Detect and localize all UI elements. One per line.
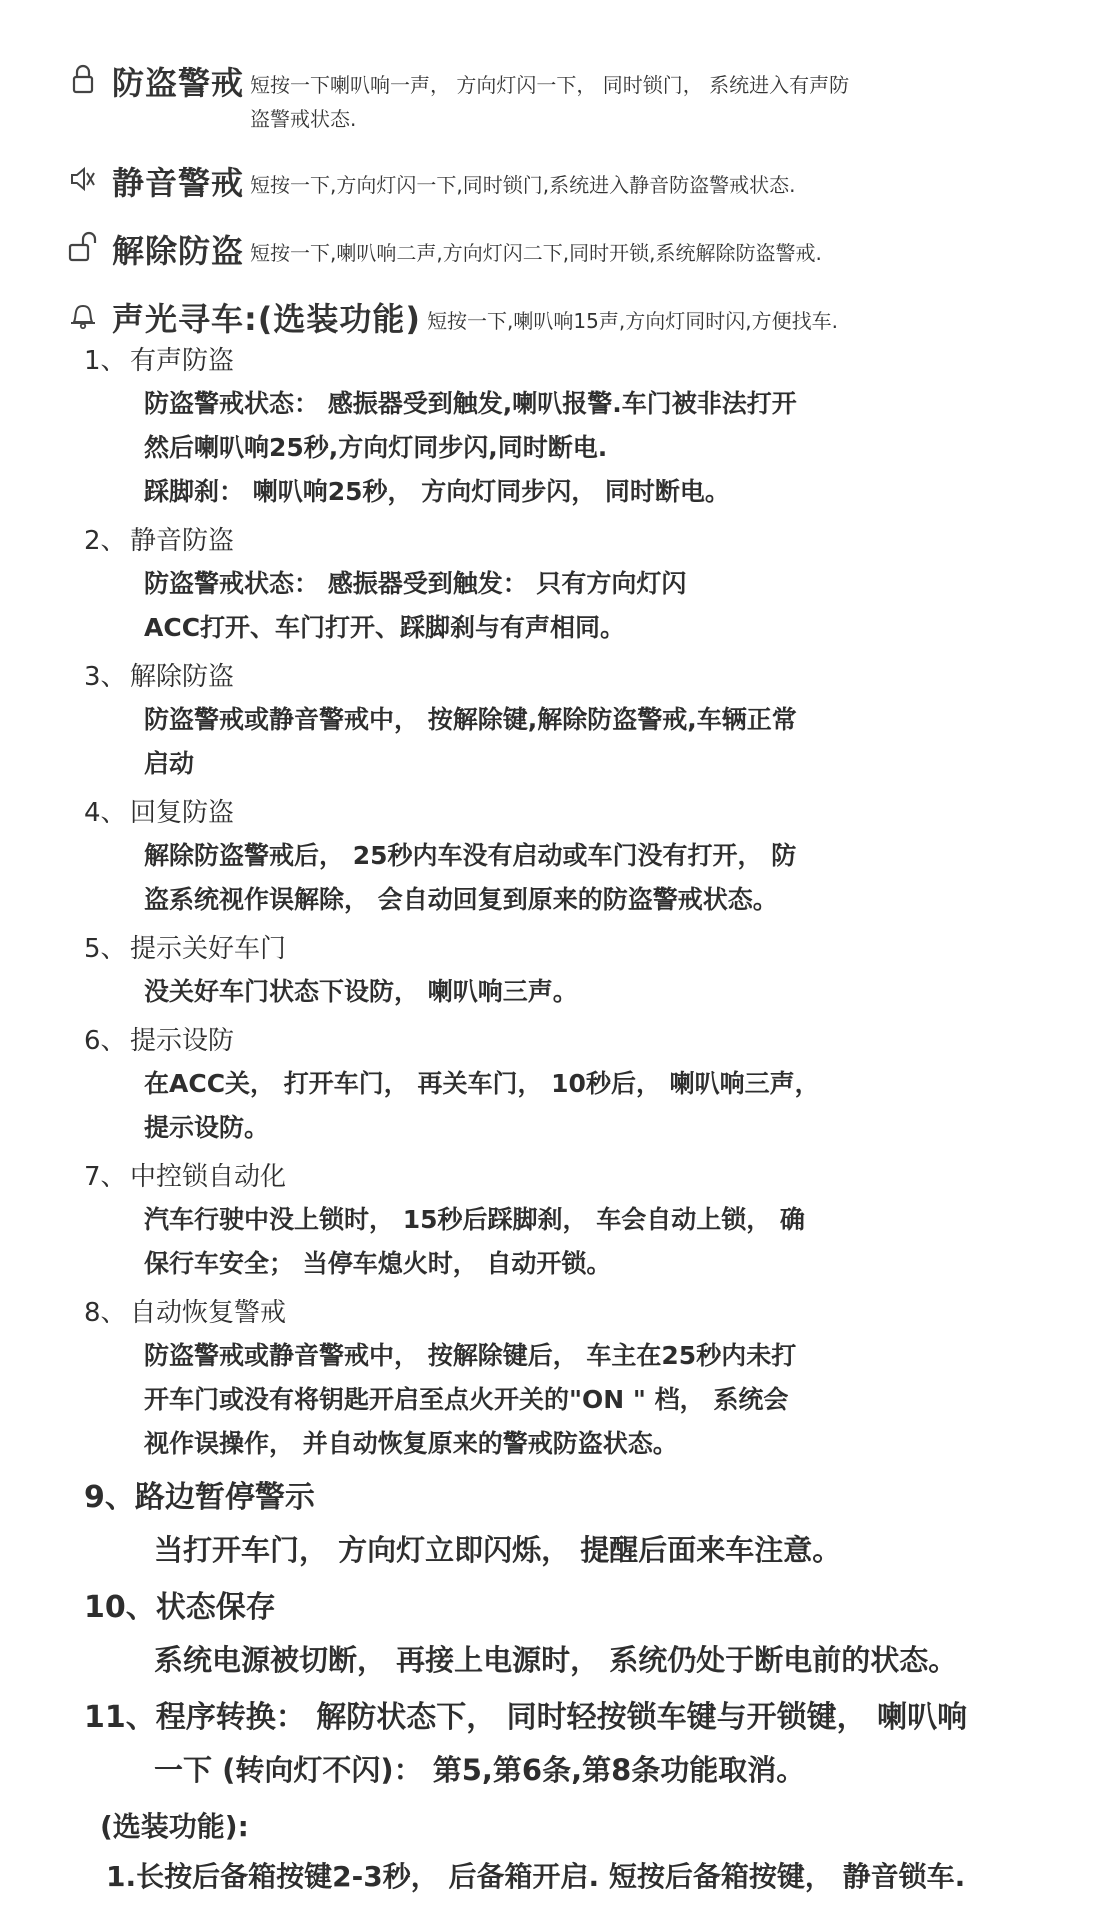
feature-line: 防盗警戒或静音警戒中， 按解除键,解除防盗警戒,车辆正常 — [144, 705, 797, 734]
feature-line: 在ACC关， 打开车门， 再关车门， 10秒后， 喇叭响三声， — [144, 1069, 820, 1098]
key-row-disarm — [66, 226, 1066, 272]
key-title: 声光寻车:(选装功能) — [112, 300, 422, 338]
feature-title: 路边暂停警示 — [134, 1480, 315, 1515]
feature-title: 状态保存 — [155, 1590, 276, 1625]
feature-number: 6、 — [84, 1026, 127, 1056]
feature-title: 回复防盗 — [130, 798, 235, 828]
key-title: 静音警戒 — [112, 164, 245, 202]
feature-line: 当打开车门， 方向灯立即闪烁， 提醒后面来车注意。 — [154, 1533, 842, 1567]
feature-line: 防盗警戒状态： 感振器受到触发,喇叭报警.车门被非法打开 — [144, 389, 797, 418]
feature-item — [84, 1472, 1064, 1576]
feature-line: 系统电源被切断， 再接上电源时， 系统仍处于断电前的状态。 — [154, 1643, 958, 1677]
feature-title: 有声防盗 — [130, 346, 235, 376]
feature-line: 汽车行驶中没上锁时， 15秒后踩脚刹， 车会自动上锁， 确 — [144, 1205, 805, 1234]
remote-key-section — [66, 58, 1066, 362]
feature-item — [84, 1582, 1064, 1686]
key-row-silent — [66, 158, 1066, 204]
key-desc: 短按一下喇叭响一声， 方向灯闪一下， 同时锁门， 系统进入有声防盗警戒状态. — [250, 73, 850, 131]
feature-item — [84, 1020, 1064, 1150]
feature-number: 4、 — [84, 798, 127, 828]
key-title: 防盗警戒 — [112, 64, 245, 102]
feature-line: 一下 (转向灯不闪)： 第5,第6条,第8条功能取消。 — [154, 1753, 806, 1787]
feature-item — [84, 928, 1064, 1014]
feature-item — [84, 1292, 1064, 1466]
feature-item — [84, 520, 1064, 650]
feature-number: 10、 — [84, 1590, 156, 1625]
key-desc: 短按一下,方向灯闪一下,同时锁门,系统进入静音防盗警戒状态. — [250, 173, 796, 197]
feature-line: 防盗警戒状态： 感振器受到触发： 只有方向灯闪 — [144, 569, 687, 598]
mute-speaker-icon — [66, 162, 104, 202]
feature-item — [84, 792, 1064, 922]
feature-title: 提示设防 — [130, 1026, 235, 1056]
feature-number: 8、 — [84, 1298, 127, 1328]
feature-title: 程序转换： 解防状态下， 同时轻按锁车键与开锁键， 喇叭响 — [155, 1700, 968, 1735]
feature-line: 防盗警戒或静音警戒中， 按解除键后， 车主在25秒内未打 — [144, 1341, 797, 1370]
feature-item — [84, 1156, 1064, 1286]
feature-line: ACC打开、车门打开、踩脚刹与有声相同。 — [144, 613, 626, 642]
feature-number: 5、 — [84, 934, 127, 964]
feature-number: 9、 — [84, 1480, 135, 1515]
feature-item — [84, 1692, 1064, 1796]
feature-line: 提示设防。 — [144, 1113, 270, 1142]
feature-list — [84, 340, 1064, 1902]
feature-line: 然后喇叭响25秒,方向灯同步闪,同时断电. — [144, 433, 608, 462]
feature-line: 开车门或没有将钥匙开启至点火开关的"ON " 档， 系统会 — [144, 1385, 789, 1414]
unlock-icon — [66, 230, 104, 270]
feature-number: 7、 — [84, 1162, 127, 1192]
feature-title: 静音防盗 — [130, 526, 235, 556]
feature-number: 3、 — [84, 662, 127, 692]
feature-line: 保行车安全； 当停车熄火时， 自动开锁。 — [144, 1249, 612, 1278]
feature-title: 解除防盗 — [130, 662, 235, 692]
feature-line: 踩脚刹： 喇叭响25秒， 方向灯同步闪， 同时断电。 — [144, 477, 730, 506]
feature-number: 11、 — [84, 1700, 156, 1735]
feature-item — [84, 340, 1064, 514]
optional-heading: (选装功能): — [100, 1810, 249, 1843]
lock-icon — [66, 62, 104, 102]
key-desc: 短按一下,喇叭响二声,方向灯闪二下,同时开锁,系统解除防盗警戒. — [250, 241, 822, 265]
key-row-find-car — [66, 294, 1066, 340]
feature-item — [84, 656, 1064, 786]
key-row-arm — [66, 58, 1066, 136]
feature-title: 自动恢复警戒 — [130, 1298, 287, 1328]
feature-title: 提示关好车门 — [130, 934, 287, 964]
feature-line: 启动 — [144, 749, 195, 778]
feature-line: 解除防盗警戒后， 25秒内车没有启动或车门没有打开， 防 — [144, 841, 797, 870]
key-title: 解除防盗 — [112, 232, 245, 270]
bell-icon — [66, 298, 104, 338]
feature-title: 中控锁自动化 — [130, 1162, 287, 1192]
feature-line: 盗系统视作误解除， 会自动回复到原来的防盗警戒状态。 — [144, 885, 778, 914]
feature-number: 1、 — [84, 346, 127, 376]
feature-line: 没关好车门状态下设防， 喇叭响三声。 — [144, 977, 578, 1006]
feature-number: 2、 — [84, 526, 127, 556]
key-desc: 短按一下,喇叭响15声,方向灯同时闪,方便找车. — [427, 309, 838, 333]
optional-item: 1.长按后备箱按键2-3秒， 后备箱开启. 短按后备箱按键， 静音锁车. — [106, 1860, 966, 1893]
feature-line: 视作误操作， 并自动恢复原来的警戒防盗状态。 — [144, 1429, 678, 1458]
